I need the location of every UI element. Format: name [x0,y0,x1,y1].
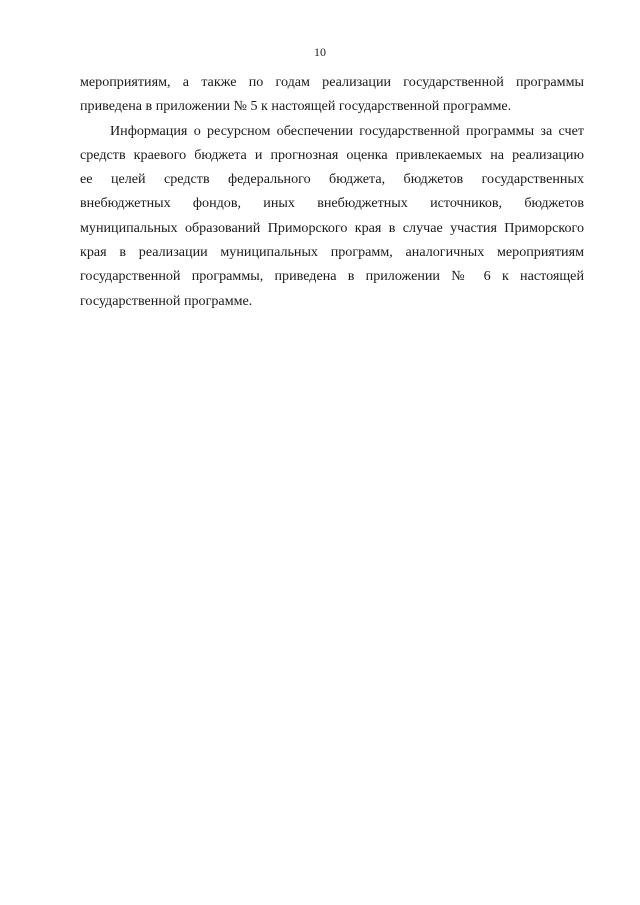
body-text [80,70,584,313]
text-line: ее целей средств федерального бюджета, бюджетов государственных [80,171,584,188]
text-line: Информация о ресурсном обеспечении государственной программы за счет [110,122,584,139]
paragraph-resource-info [80,119,584,313]
page-number: 10 [314,45,326,59]
text-line: муниципальных образований Приморского края в случае участия Приморского [80,219,584,236]
text-line: средств краевого бюджета и прогнозная оценка привлекаемых на реализацию [80,146,584,163]
text-line: мероприятиям, а также по годам реализации государственной программы [80,74,584,90]
text-line: края в реализации муниципальных программ, аналогичных мероприятиям [80,244,584,261]
text-line: государственной программе. [80,292,253,309]
text-line: внебюджетных фондов, иных внебюджетных источников, бюджетов [80,195,584,212]
text-line: приведена в приложении № 5 к настоящей государственной программе. [80,98,512,115]
paragraph-continuation [80,70,584,119]
text-line: государственной программы, приведена в приложении № 6 к настоящей [80,268,584,285]
